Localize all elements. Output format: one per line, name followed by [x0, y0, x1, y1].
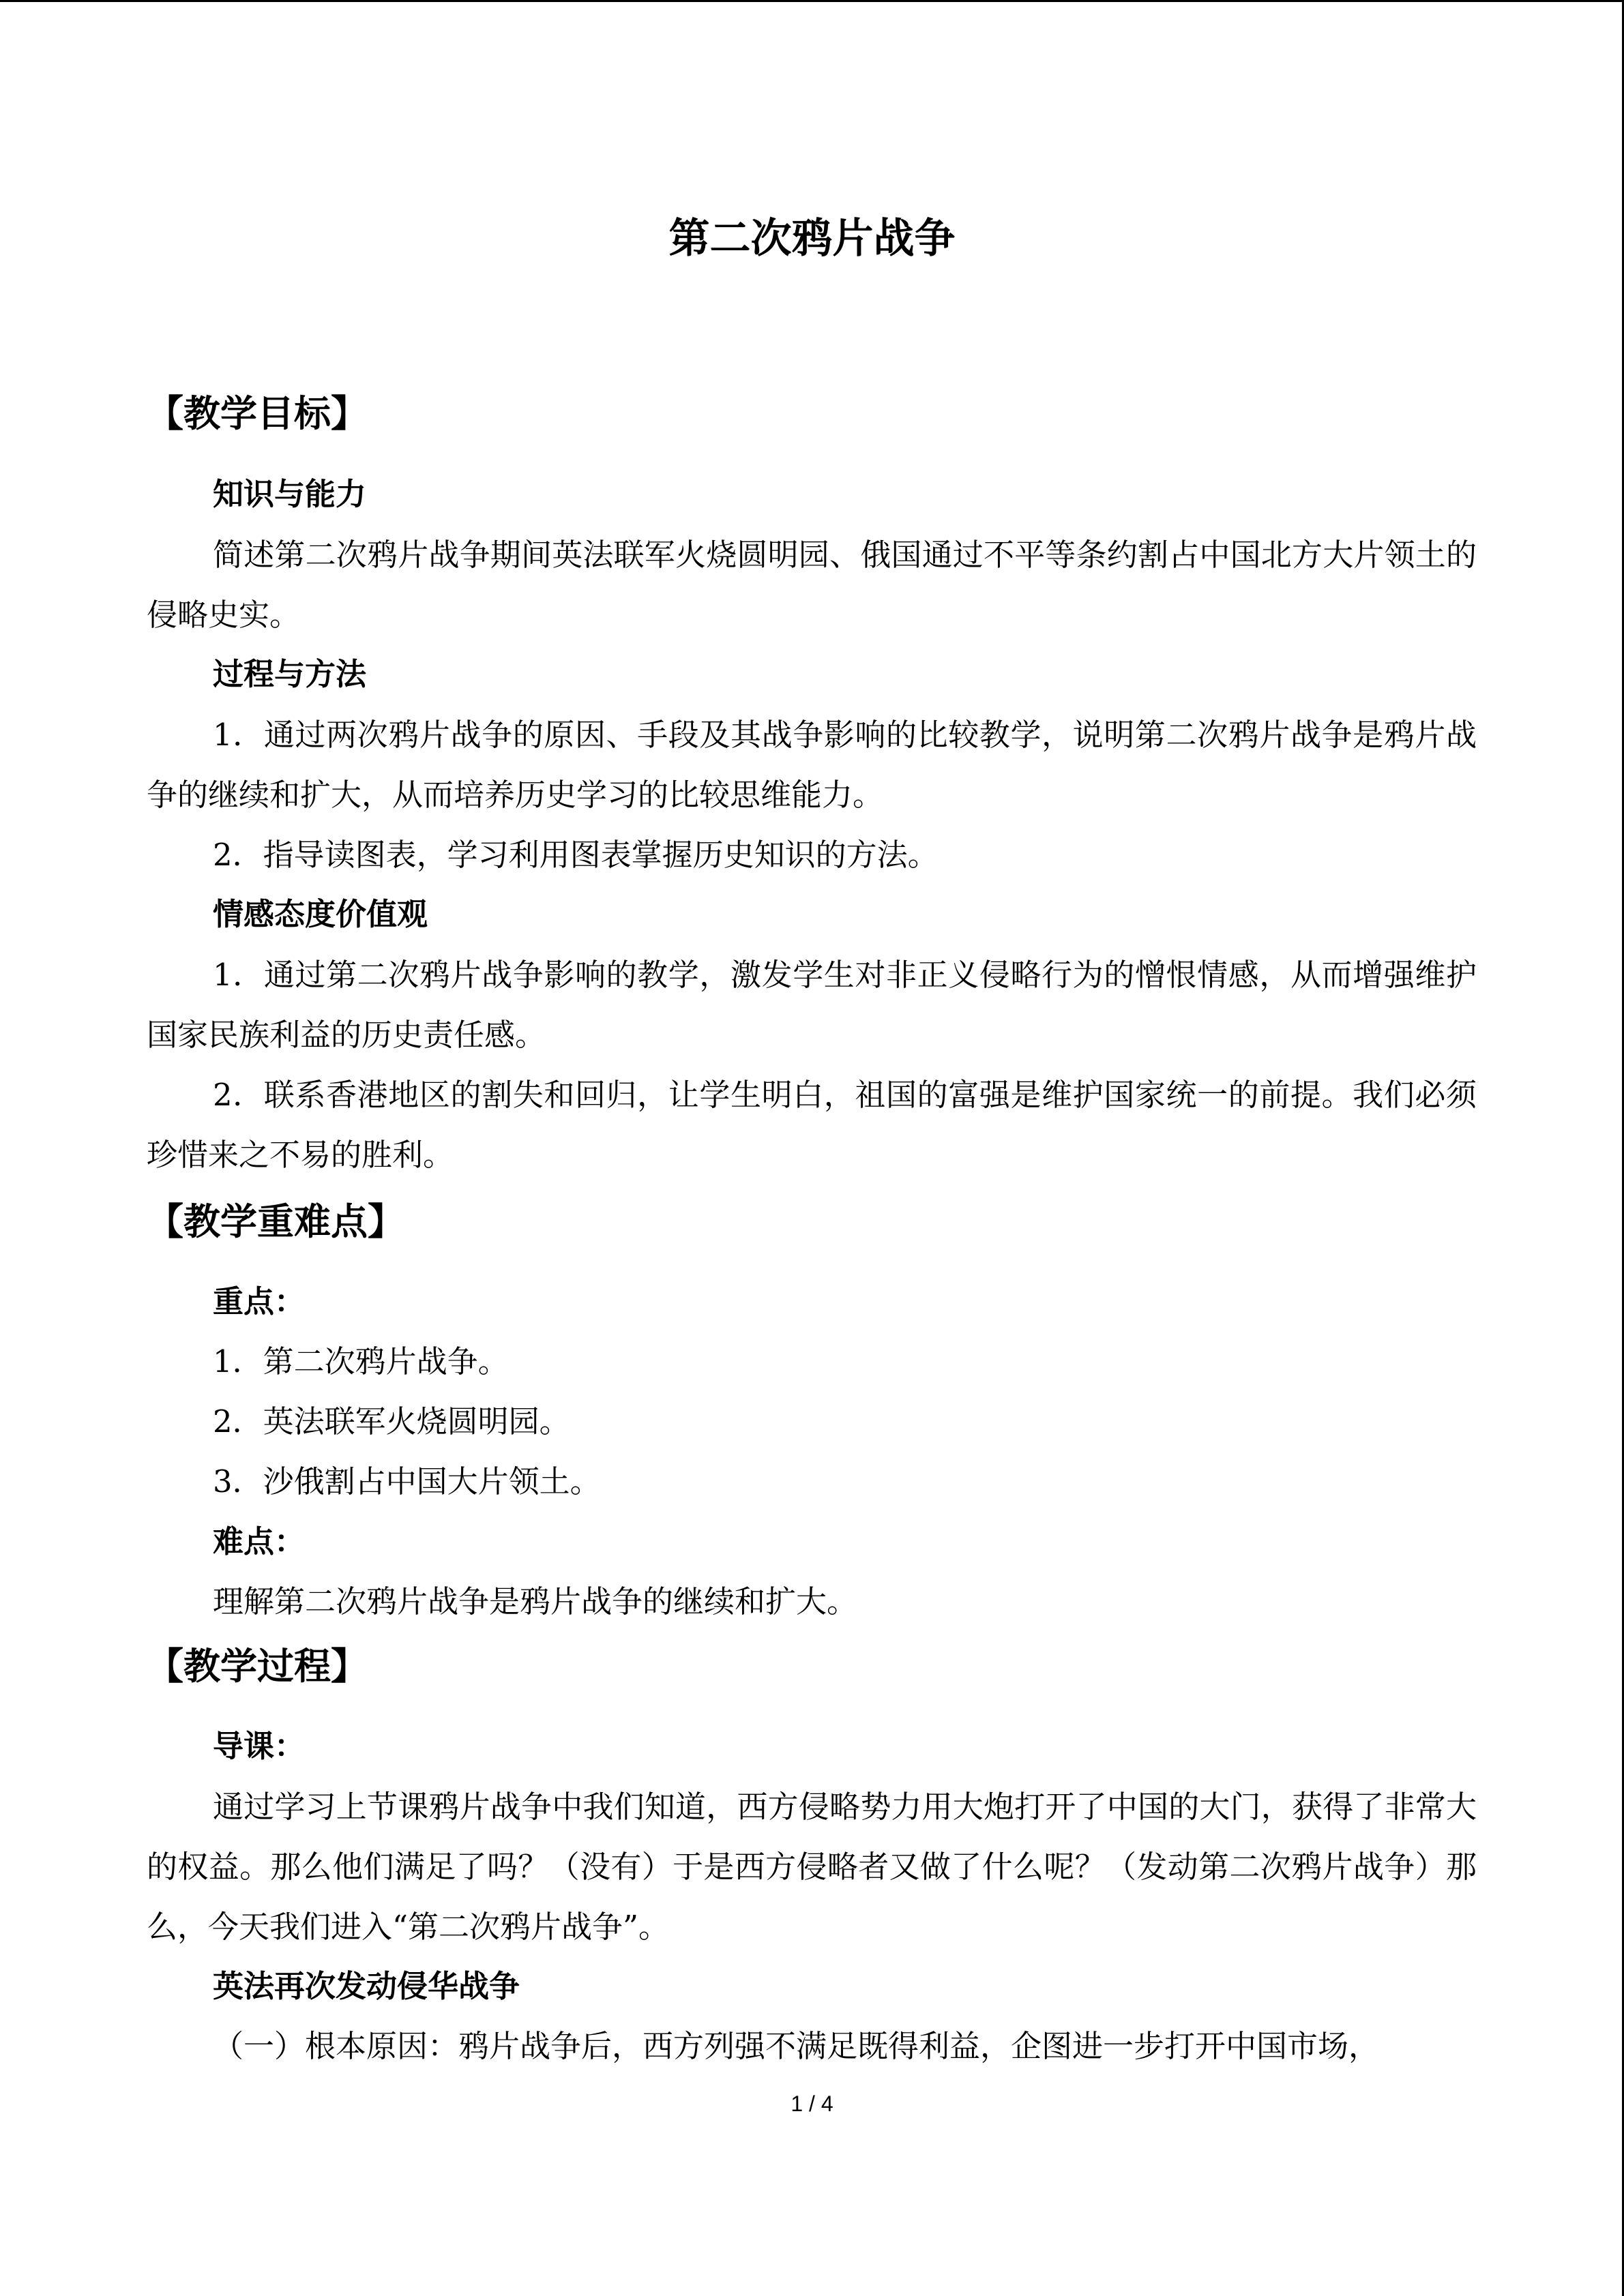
paragraph-difficulty: 理解第二次鸦片战争是鸦片战争的继续和扩大。	[213, 1583, 858, 1620]
paragraph-values-1: 1．通过第二次鸦片战争影响的教学，激发学生对非正义侵略行为的憎恨情感，从而增强维护国家民族利益的历史责任感。	[147, 957, 1477, 1053]
section-heading-key-points: 【教学重难点】	[147, 1199, 404, 1243]
subheading-focus: 重点：	[213, 1283, 306, 1320]
paragraph-cause: （一）根本原因：鸦片战争后，西方列强不满足既得利益，企图进一步打开中国市场，	[213, 2028, 1380, 2064]
subheading-intro: 导课：	[213, 1728, 306, 1764]
subheading-values: 情感态度价值观	[213, 896, 428, 932]
list-item-focus-1: 1．第二次鸦片战争。	[213, 1343, 509, 1380]
paragraph-knowledge: 简述第二次鸦片战争期间英法联军火烧圆明园、俄国通过不平等条约割占中国北方大片领土的侵略史实。	[147, 537, 1477, 633]
section-heading-objectives: 【教学目标】	[147, 391, 368, 435]
paragraph-process-1: 1．通过两次鸦片战争的原因、手段及其战争影响的比较教学，说明第二次鸦片战争是鸦片战争的继续和扩大，从而培养历史学习的比较思维能力。	[147, 717, 1477, 813]
list-item-focus-3: 3．沙俄割占中国大片领土。	[213, 1463, 601, 1500]
document-title: 第二次鸦片战争	[668, 215, 956, 263]
section-heading-process: 【教学过程】	[147, 1644, 368, 1688]
paragraph-process-2: 2．指导读图表，学习利用图表掌握历史知识的方法。	[213, 837, 939, 873]
subheading-knowledge: 知识与能力	[213, 476, 367, 512]
paragraph-intro: 通过学习上节课鸦片战争中我们知道，西方侵略势力用大炮打开了中国的大门，获得了非常大的权益。那么他们满足了吗？（没有）于是西方侵略者又做了什么呢？（发动第二次鸦片战争）那么，今天我们进入“第二次鸦片战争”。	[147, 1789, 1477, 1945]
list-item-focus-2: 2．英法联军火烧圆明园。	[213, 1403, 570, 1440]
subheading-process-method: 过程与方法	[213, 656, 367, 692]
paragraph-values-2: 2．联系香港地区的割失和回归，让学生明白，祖国的富强是维护国家统一的前提。我们必须珍惜来之不易的胜利。	[147, 1077, 1477, 1173]
subheading-war: 英法再次发动侵华战争	[213, 1968, 520, 2004]
subheading-difficulty: 难点：	[213, 1523, 306, 1560]
page-number: 1 / 4	[791, 2091, 833, 2116]
